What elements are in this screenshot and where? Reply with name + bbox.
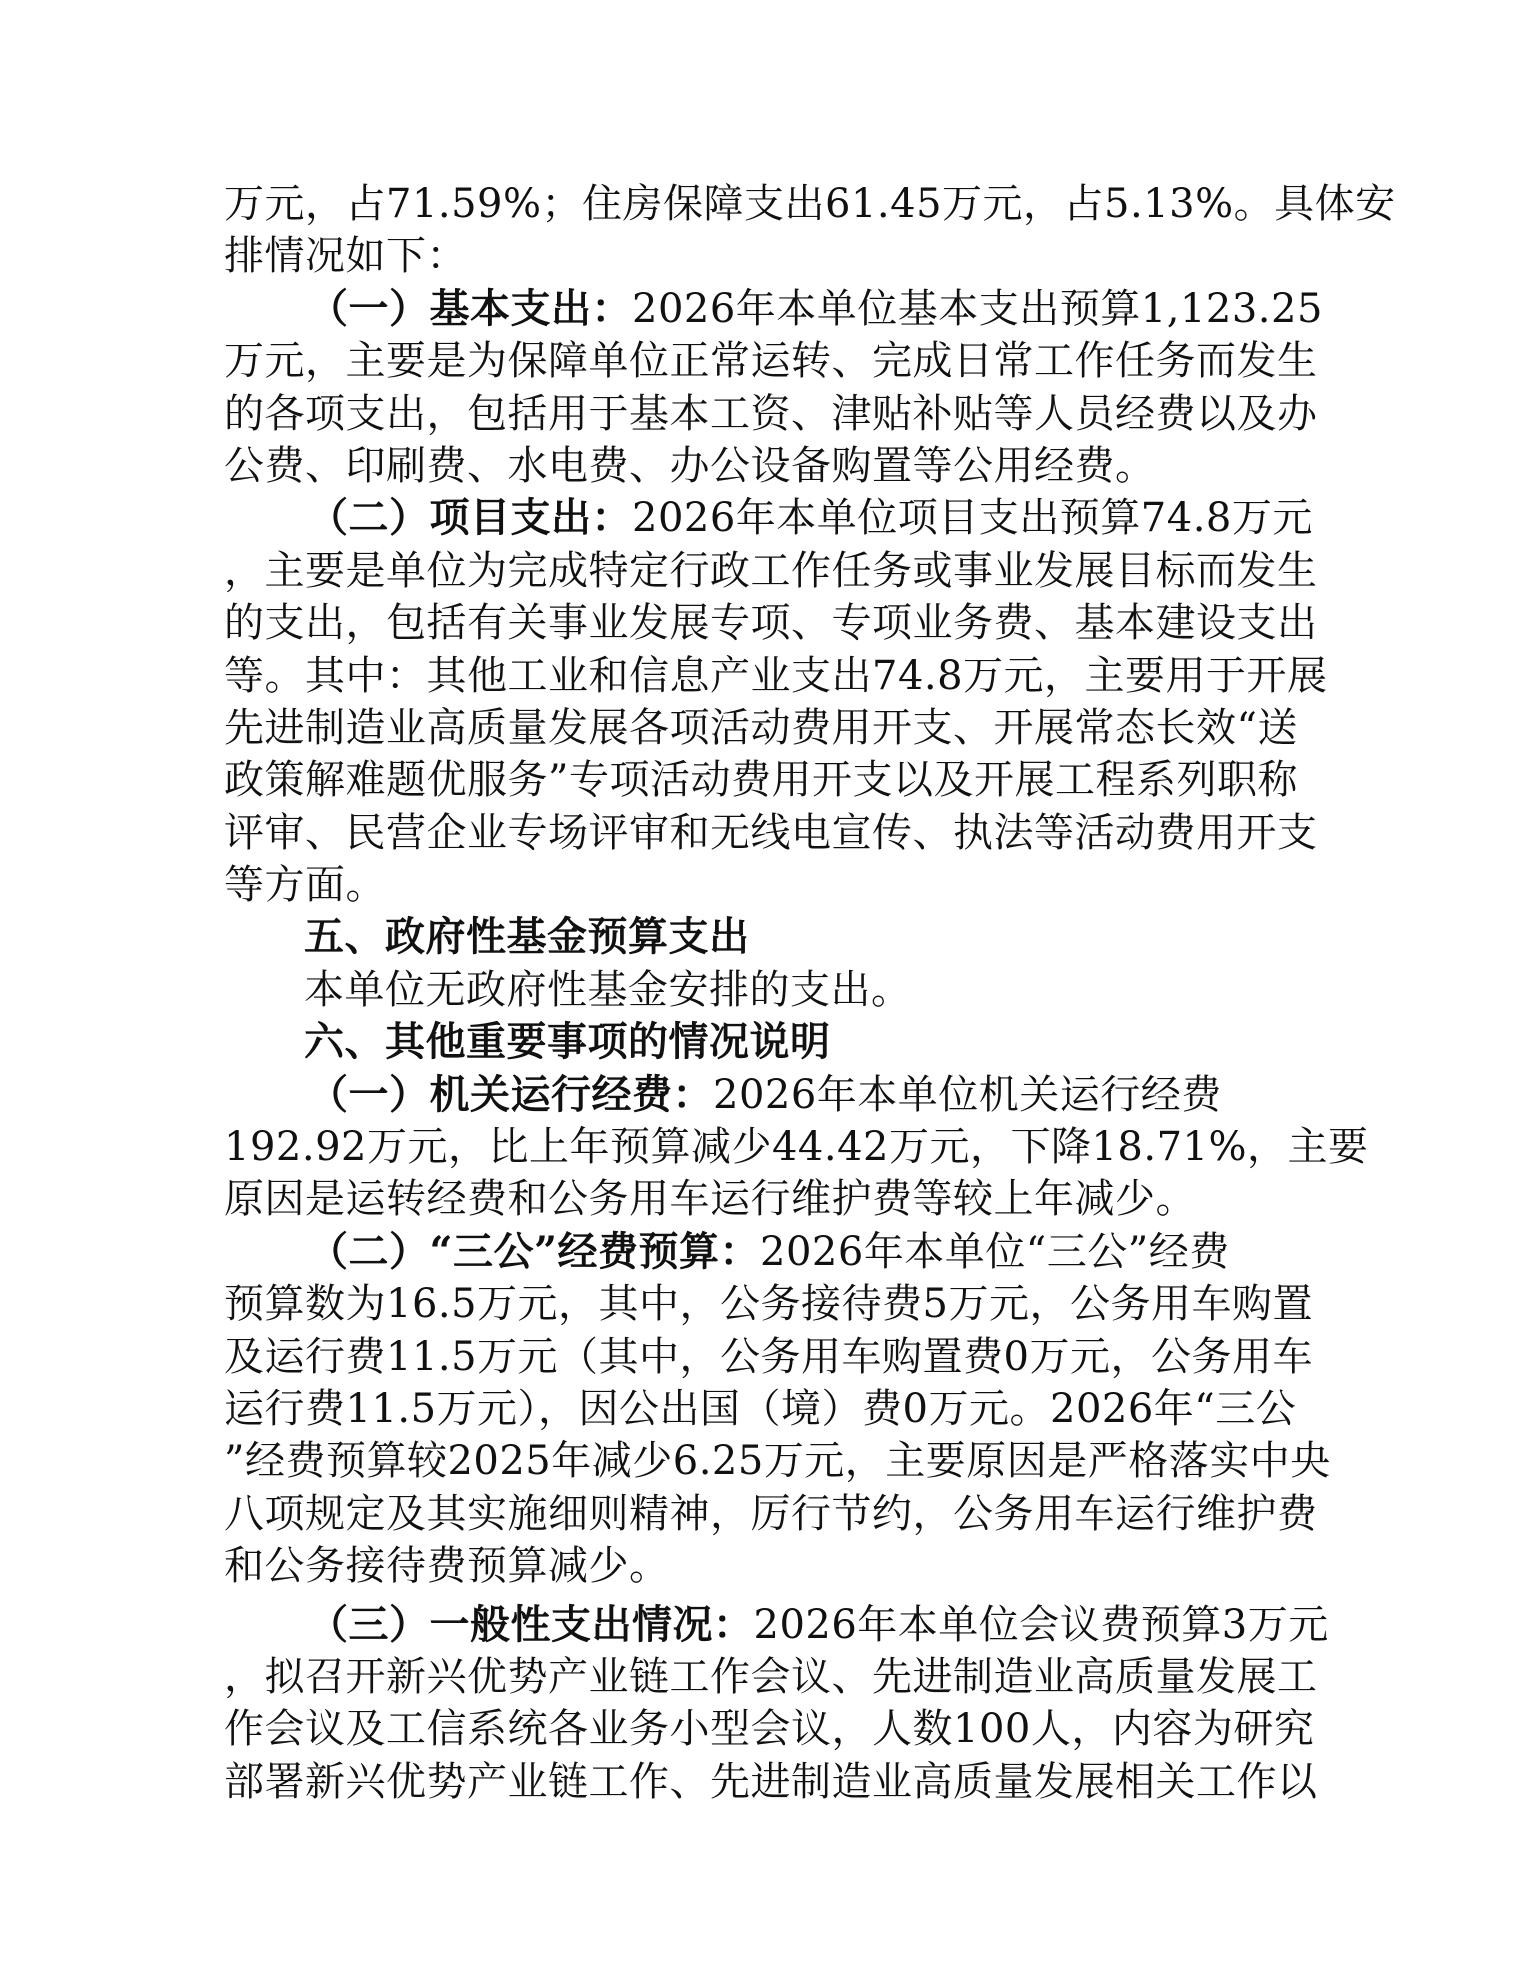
text-line: 运行费11.5万元），因公出国（境）费0万元。2026年“三公 [224,1385,1297,1432]
text-line: 部署新兴优势产业链工作、先进制造业高质量发展相关工作以 [224,1758,1318,1805]
subsection-project-expenditure [224,492,1313,544]
section-heading-6: 六、其他重要事项的情况说明 [304,1018,831,1066]
text-line: 原因是运转经费和公务用车运行维护费等较上年减少。 [224,1176,1196,1223]
subsection-title: （三）一般性支出情况： [308,1600,754,1648]
subsection-three-public [224,1226,1306,1278]
text-line: 及运行费11.5万元（其中，公务用车购置费0万元，公务用车 [224,1333,1314,1380]
text-line: ”经费预算较2025年减少6.25万元，主要原因是严格落实中央 [224,1438,1331,1485]
text-line: 八项规定及其实施细则精神，厉行节约，公务用车运行维护费 [224,1490,1318,1537]
subsection-text: 2026年本单位会议费预算3万元 [753,1601,1329,1648]
subsection-title: （一）机关运行经费： [308,1070,713,1118]
subsection-text: 2026年本单位项目支出预算74.8万元 [632,495,1313,542]
text-line: 的支出，包括有关事业发展专项、专项业务费、基本建设支出 [224,600,1318,647]
text-line: 本单位无政府性基金安排的支出。 [304,966,912,1013]
text-line: 政策解难题优服务”专项活动费用开支以及开展工程系列职称 [224,757,1298,804]
text-line: ，拟召开新兴优势产业链工作会议、先进制造业高质量发展工 [224,1653,1318,1700]
text-line: 排情况如下： [224,233,467,280]
text-line: 评审、民营企业专场评审和无线电宣传、执法等活动费用开支 [224,809,1318,856]
subsection-title: （二）“三公”经费预算： [308,1227,761,1275]
text-line: ，主要是单位为完成特定行政工作任务或事业发展目标而发生 [224,547,1318,594]
text-line: 和公务接待费预算减少。 [224,1543,670,1590]
text-line: 万元，占71.59%；住房保障支出61.45万元，占5.13%。具体安 [224,181,1396,227]
body-text [224,178,1396,1808]
subsection-title: （一）基本支出： [308,284,632,332]
text-line: 先进制造业高质量发展各项活动费用开支、开展常态长效“送 [224,704,1298,751]
subsection-operating-costs [224,1069,1306,1121]
text-line: 万元，主要是为保障单位正常运转、完成日常工作任务而发生 [224,338,1318,385]
text-line: 公费、印刷费、水电费、办公设备购置等公用经费。 [224,442,1156,489]
subsection-text: 2026年本单位“三公”经费 [760,1228,1230,1275]
text-line: 等方面。 [224,862,386,909]
text-line: 预算数为16.5万元，其中，公务接待费5万元，公务用车购置 [224,1281,1314,1328]
subsection-title: （二）项目支出： [308,494,632,542]
subsection-general-expenditure [224,1599,1329,1651]
text-line: 的各项支出，包括用于基本工资、津贴补贴等人员经费以及办 [224,390,1318,437]
subsection-basic-expenditure [224,283,1323,335]
subsection-text: 2026年本单位机关运行经费 [713,1071,1222,1118]
text-line: 192.92万元，比上年预算减少44.42万元，下降18.71%，主要 [224,1124,1369,1171]
subsection-text: 2026年本单位基本支出预算1,123.25 [632,285,1323,332]
section-heading-5: 五、政府性基金预算支出 [304,913,750,961]
text-line: 作会议及工信系统各业务小型会议，人数100人，内容为研究 [224,1706,1315,1753]
text-line: 等。其中：其他工业和信息产业支出74.8万元，主要用于开展 [224,652,1328,699]
